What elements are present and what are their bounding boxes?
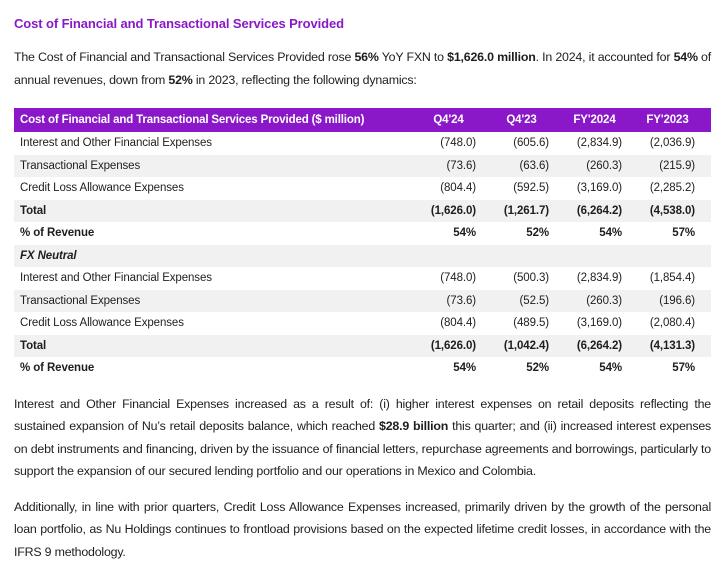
cell-value: (605.6) — [513, 137, 549, 150]
cell-value: 54% — [599, 227, 622, 240]
body-text: Additionally, in line with prior quarters, Credit Loss Allowance Expenses increased, primarily driven by the growth of the personal loan portfolio, as Nu Holdings continues to frontload provisions based on the expected lifetime credit losses, in accordance with the IFRS 9 methodology. — [14, 499, 711, 559]
cell-value: 54% — [453, 227, 476, 240]
cell-value — [492, 245, 565, 268]
emphasis-text: 56% — [354, 50, 379, 64]
cell-value: 57% — [672, 362, 695, 375]
paragraph-interest-expenses — [14, 393, 711, 483]
table-row — [14, 200, 711, 223]
row-label: Interest and Other Financial Expenses — [20, 137, 212, 150]
cell-value: (1,261.7) — [503, 204, 549, 217]
cell-value: (4,131.3) — [649, 339, 695, 352]
table-row — [14, 245, 711, 268]
table-header-column: Q4'23 — [492, 108, 565, 132]
cell-value: (489.5) — [513, 317, 549, 330]
cell-value: (6,264.2) — [576, 204, 622, 217]
row-label: Transactional Expenses — [20, 294, 141, 307]
row-label: Total — [20, 204, 47, 217]
body-text: Interest and Other Financial Expenses increased as a result of: (i) higher interest expenses on retail deposits reflecting the sustained expansion of Nu’s retail deposits balance, which reached — [14, 396, 711, 433]
body-text: in 2023, reflecting the following dynamics: — [192, 72, 417, 87]
cell-value — [565, 245, 638, 268]
emphasis-text: 52% — [168, 72, 193, 87]
cell-value: (1,626.0) — [430, 339, 476, 352]
table-row — [14, 155, 711, 178]
cell-value: (73.6) — [446, 294, 476, 307]
cell-value: (1,626.0) — [430, 204, 476, 217]
table-header-column: Q4'24 — [419, 108, 492, 132]
body-text: The Cost of Financial and Transactional Services Provided rose — [14, 50, 355, 64]
table-header-row — [14, 108, 711, 132]
cell-value: (73.6) — [446, 159, 476, 172]
cell-value: (215.9) — [659, 159, 695, 172]
table-row — [14, 222, 711, 245]
cell-value — [419, 245, 492, 268]
cost-of-services-table — [14, 108, 711, 380]
cell-value: (2,834.9) — [576, 272, 622, 285]
table-row — [14, 132, 711, 155]
table-header-column: FY'2023 — [638, 108, 711, 132]
row-label: Total — [20, 339, 47, 352]
intro-paragraph — [14, 46, 711, 91]
cell-value: (3,169.0) — [576, 317, 622, 330]
body-text: of annual revenues, down from — [14, 50, 711, 87]
row-label: % of Revenue — [20, 227, 95, 240]
cell-value: (1,042.4) — [503, 339, 549, 352]
table-row — [14, 357, 711, 380]
cell-value: (2,080.4) — [649, 317, 695, 330]
row-label: Interest and Other Financial Expenses — [20, 272, 212, 285]
cell-value: (748.0) — [440, 137, 476, 150]
cell-value: (52.5) — [519, 294, 549, 307]
cell-value: (592.5) — [513, 182, 549, 195]
body-text: this quarter; and (ii) increased interest expenses on debt instruments and financing, driven by the issuance of financial letters, repurchase agreements and borrowings, particularly to support the expansion of our secured lending portfolio and our operations in Mexico and Colombia. — [14, 419, 712, 478]
cell-value — [638, 245, 711, 268]
table-row — [14, 267, 711, 290]
cell-value: 54% — [599, 362, 622, 375]
table-header-label: Cost of Financial and Transactional Services Provided ($ million) — [14, 108, 419, 132]
table-row — [14, 177, 711, 200]
row-label: FX Neutral — [20, 249, 77, 262]
cell-value: (196.6) — [659, 294, 695, 307]
cell-value: (63.6) — [519, 159, 549, 172]
cell-value: (2,834.9) — [576, 137, 622, 150]
cell-value: 52% — [526, 362, 549, 375]
cell-value: 57% — [672, 227, 695, 240]
cell-value: (2,285.2) — [649, 182, 695, 195]
cell-value: (4,538.0) — [649, 204, 695, 217]
cell-value: (804.4) — [440, 317, 476, 330]
emphasis-text: 54% — [673, 50, 698, 64]
cell-value: 52% — [526, 227, 549, 240]
table-row — [14, 312, 711, 335]
cell-value: (260.3) — [586, 159, 622, 172]
cell-value: (6,264.2) — [576, 339, 622, 352]
cell-value: (3,169.0) — [576, 182, 622, 195]
row-label: Credit Loss Allowance Expenses — [20, 182, 184, 195]
row-label: % of Revenue — [20, 362, 95, 375]
table-header-column: FY'2024 — [565, 108, 638, 132]
emphasis-text: $1,626.0 million — [447, 50, 536, 64]
cell-value: (2,036.9) — [649, 137, 695, 150]
cell-value: (748.0) — [440, 272, 476, 285]
table-row — [14, 290, 711, 313]
row-label: Credit Loss Allowance Expenses — [20, 317, 184, 330]
cell-value: (260.3) — [586, 294, 622, 307]
table-row — [14, 335, 711, 358]
page-title: Cost of Financial and Transactional Services Provided — [14, 16, 344, 31]
emphasis-text: $28.9 billion — [379, 419, 449, 433]
cell-value: (804.4) — [440, 182, 476, 195]
body-text: . In 2024, it accounted for — [535, 50, 674, 64]
row-label: Transactional Expenses — [20, 159, 141, 172]
cell-value: (500.3) — [513, 272, 549, 285]
paragraph-credit-loss — [14, 496, 711, 564]
cell-value: 54% — [453, 362, 476, 375]
cell-value: (1,854.4) — [649, 272, 695, 285]
body-text: YoY FXN to — [378, 50, 448, 64]
